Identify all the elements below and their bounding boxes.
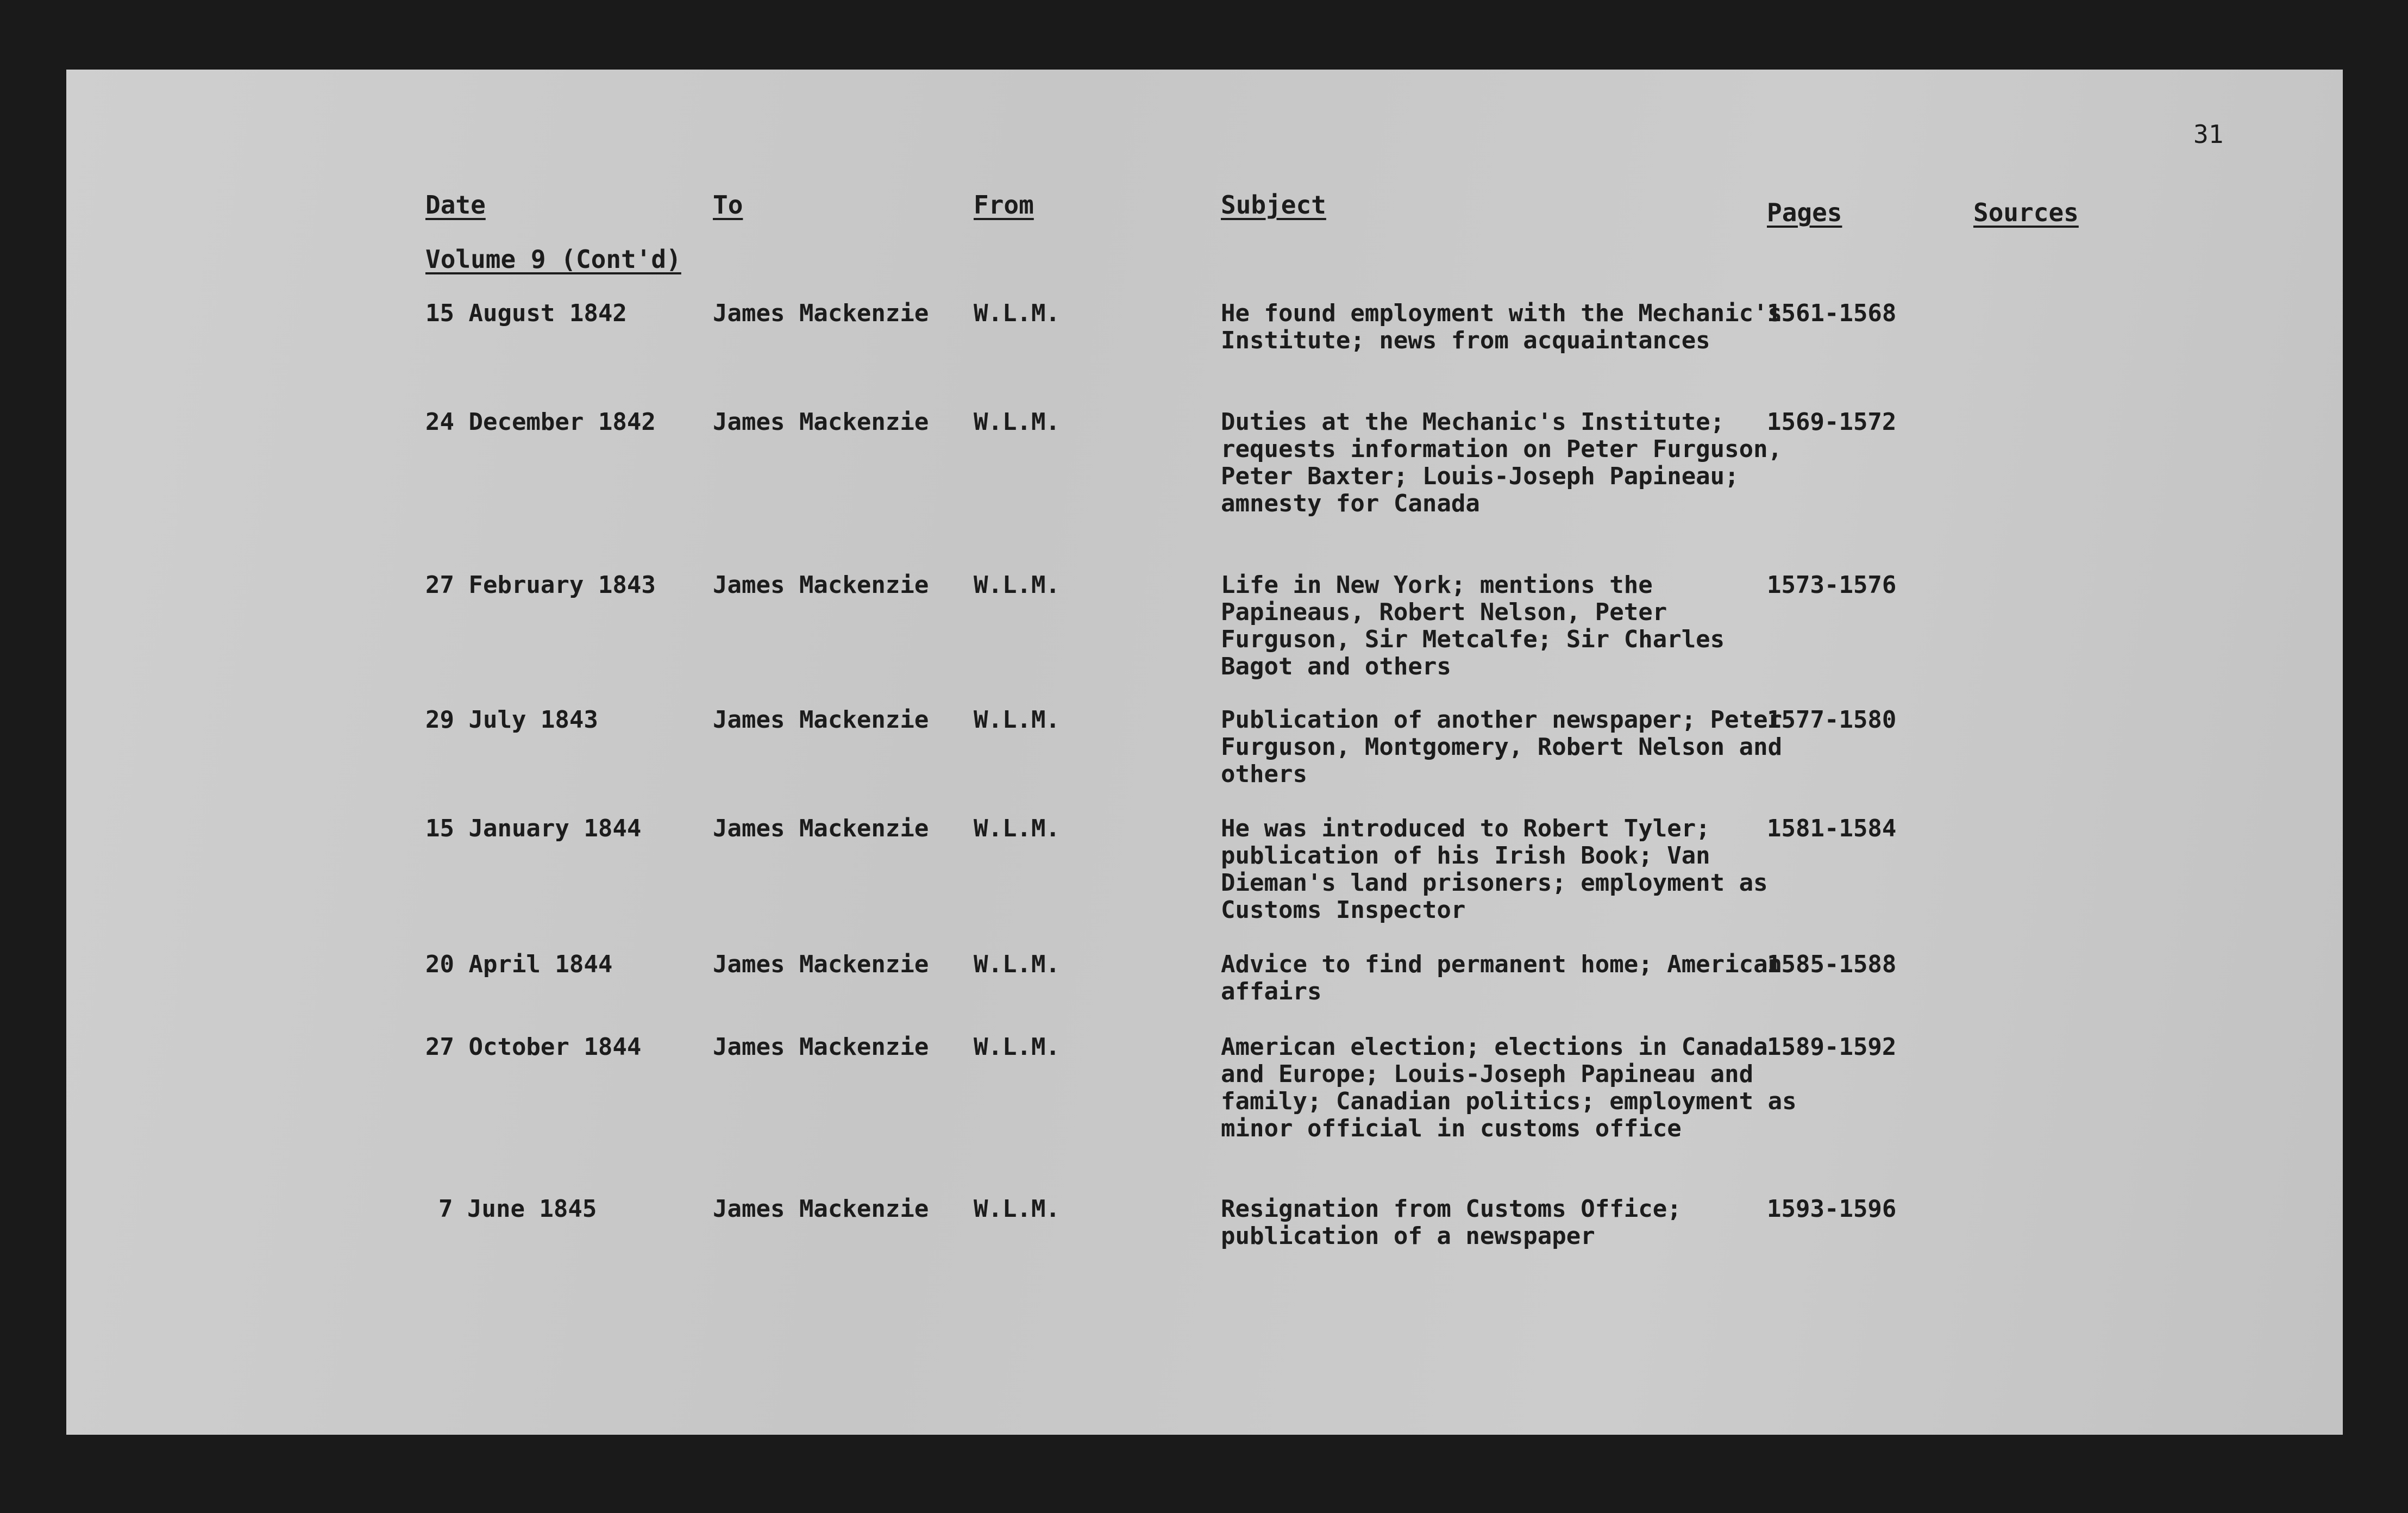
entry-pages: 1573-1576: [1767, 571, 1897, 599]
column-header-subject: Subject: [1221, 190, 1326, 220]
page-number: 31: [2193, 120, 2224, 149]
entry-to: James Mackenzie: [713, 951, 929, 978]
entry-from: W.L.M.: [974, 571, 1060, 599]
entry-to: James Mackenzie: [713, 706, 929, 734]
column-header-pages: Pages: [1767, 198, 1842, 227]
column-header-sources: Sources: [1973, 198, 2079, 227]
entry-subject: American election; elections in Canada and Europe; Louis-Joseph Papineau and family; Canadian politics; employment as minor official in customs office: [1221, 1033, 1797, 1142]
entry-date: 27 October 1844: [425, 1033, 642, 1061]
column-header-to: To: [713, 190, 743, 220]
column-header-from: From: [974, 190, 1034, 220]
entry-subject: Resignation from Customs Office; publication of a newspaper: [1221, 1195, 1682, 1250]
entry-date: 24 December 1842: [425, 408, 656, 436]
entry-subject: Life in New York; mentions the Papineaus, Robert Nelson, Peter Furguson, Sir Metcalfe; Sir Charles Bagot and others: [1221, 571, 1725, 680]
entry-pages: 1577-1580: [1767, 706, 1897, 734]
entry-to: James Mackenzie: [713, 408, 929, 436]
entry-from: W.L.M.: [974, 1195, 1060, 1223]
entry-to: James Mackenzie: [713, 299, 929, 327]
entry-subject: Publication of another newspaper; Peter Furguson, Montgomery, Robert Nelson and others: [1221, 706, 1783, 788]
entry-to: James Mackenzie: [713, 571, 929, 599]
entry-subject: He found employment with the Mechanic's Institute; news from acquaintances: [1221, 299, 1783, 354]
entry-subject: He was introduced to Robert Tyler; publication of his Irish Book; Van Dieman's land prisoners; employment as Customs Inspector: [1221, 815, 1768, 924]
entry-pages: 1569-1572: [1767, 408, 1897, 436]
entry-from: W.L.M.: [974, 1033, 1060, 1061]
entry-pages: 1581-1584: [1767, 815, 1897, 842]
entry-pages: 1585-1588: [1767, 951, 1897, 978]
entry-pages: 1561-1568: [1767, 299, 1897, 327]
entry-date: 7 June 1845: [438, 1195, 597, 1223]
entry-pages: 1593-1596: [1767, 1195, 1897, 1223]
section-title: Volume 9 (Cont'd): [425, 245, 681, 274]
entry-from: W.L.M.: [974, 706, 1060, 734]
entry-date: 20 April 1844: [425, 951, 613, 978]
entry-subject: Advice to find permanent home; American affairs: [1221, 951, 1783, 1005]
entry-subject: Duties at the Mechanic's Institute; requests information on Peter Furguson, Peter Baxter; Louis-Joseph Papineau; amnesty for Canada: [1221, 408, 1783, 517]
entry-date: 15 January 1844: [425, 815, 642, 842]
entry-from: W.L.M.: [974, 408, 1060, 436]
entry-to: James Mackenzie: [713, 815, 929, 842]
entries-list: [66, 70, 2343, 1435]
entry-to: James Mackenzie: [713, 1033, 929, 1061]
entry-date: 27 February 1843: [425, 571, 656, 599]
column-header-date: Date: [425, 190, 486, 220]
entry-date: 29 July 1843: [425, 706, 598, 734]
entry-from: W.L.M.: [974, 299, 1060, 327]
entry-from: W.L.M.: [974, 951, 1060, 978]
entry-date: 15 August 1842: [425, 299, 627, 327]
entry-from: W.L.M.: [974, 815, 1060, 842]
entry-to: James Mackenzie: [713, 1195, 929, 1223]
document-page: [66, 70, 2343, 1435]
entry-pages: 1589-1592: [1767, 1033, 1897, 1061]
